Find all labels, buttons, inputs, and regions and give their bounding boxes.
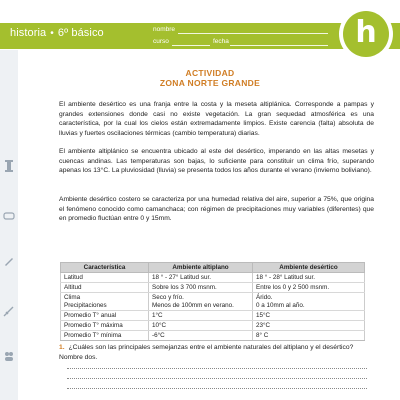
table-cell: 15°C (253, 311, 365, 321)
table-cell: Seco y frío. Menos de 100mm en verano. (149, 293, 253, 311)
table-cell: Entre los 0 y 2 500 msnm. (253, 283, 365, 293)
sword-icon (3, 305, 15, 317)
date-label: fecha (213, 38, 229, 45)
table-cell: 1°C (149, 311, 253, 321)
name-field[interactable] (178, 33, 328, 34)
table-row (61, 293, 365, 311)
people-icon (3, 350, 15, 362)
table-cell: -6°C (149, 331, 253, 341)
answer-line[interactable] (67, 378, 367, 379)
table-cell: Árido. 0 a 10mm al año. (253, 293, 365, 311)
pen-icon (3, 255, 15, 267)
table-row (61, 283, 365, 293)
grade-label: 6º básico (57, 27, 104, 39)
paragraph-costero: Ambiente desértico costero se caracteriza por una humedad relativa del aire, superior a 75%, que origina el fenómeno conocido como camanchaca; con régimen de precipitaciones muy variables (diferentes) que en promedio fluctúan entre 0 y 15mm. (59, 196, 374, 222)
table-cell: Promedio T° máxima (61, 321, 149, 331)
answer-line[interactable] (67, 388, 367, 389)
course-label: curso (153, 38, 169, 45)
column-icon (3, 160, 15, 172)
table-header-row (61, 263, 365, 273)
separator-dot: • (50, 28, 54, 39)
table-cell: 8° C (253, 331, 365, 341)
header-desertico: Ambiente desértico (253, 263, 365, 273)
table-cell: Altitud (61, 283, 149, 293)
paragraph-desertico: El ambiente desértico es una franja entre la costa y la meseta altiplánica. Corresponde a pampas y grandes extensiones donde casi no existe vegetación. La gran sequedad atmosférica es una característica, por la cual los cielos están extremadamente limpios. Existe carencia (falta) absoluta de lluvias y fuertes oscilaciones térmicas (cambio temperatura) diarias. (59, 101, 374, 137)
question-1 (59, 343, 369, 362)
comparison-table (60, 262, 365, 341)
paragraph-altiplanico: El ambiente altiplánico se encuentra ubicado al este del desértico, imperando en las altas mesetas y cuencas andinas. Las temperaturas son bajas, lo suficiente para constituir un clima frío, superando apenas los 13°C. La pluviosidad (lluvia) se presenta todos los años durante el verano (invierno boliviano). (59, 148, 374, 174)
table-cell: 23°C (253, 321, 365, 331)
course-field[interactable] (172, 45, 210, 46)
header-caracteristica: Característica (61, 263, 149, 273)
table-row (61, 273, 365, 283)
table-cell: 10°C (149, 321, 253, 331)
table-cell: Clima Precipitaciones (61, 293, 149, 311)
history-logo (339, 7, 393, 61)
table-cell: Promedio T° anual (61, 311, 149, 321)
logo-circle (343, 11, 389, 57)
table-row (61, 321, 365, 331)
scroll-icon (3, 210, 15, 222)
side-strip (0, 50, 18, 400)
table-cell: Sobre los 3 700 msnm. (149, 283, 253, 293)
table-cell: 18 ° - 27° Latitud sur. (149, 273, 253, 283)
activity-title: ACTIVIDAD (185, 68, 235, 78)
question-text: ¿Cuáles son las principales semejanzas entre el ambiente naturales del altiplano y el desértico? Nombre dos. (59, 344, 354, 361)
date-field[interactable] (230, 45, 328, 46)
header-altiplano: Ambiente altiplano (149, 263, 253, 273)
table-cell: 18 ° - 28° Latitud sur. (253, 273, 365, 283)
logo-letter: h (355, 14, 377, 50)
subject-label (10, 27, 104, 39)
question-number: 1. (59, 344, 65, 351)
table-cell: Latitud (61, 273, 149, 283)
activity-subtitle: ZONA NORTE GRANDE (159, 78, 261, 88)
table-row (61, 311, 365, 321)
subject-name: historia (10, 27, 47, 39)
table-row (61, 331, 365, 341)
table-cell: Promedio T° mínima (61, 331, 149, 341)
answer-line[interactable] (67, 368, 367, 369)
name-label: nombre (153, 26, 176, 33)
